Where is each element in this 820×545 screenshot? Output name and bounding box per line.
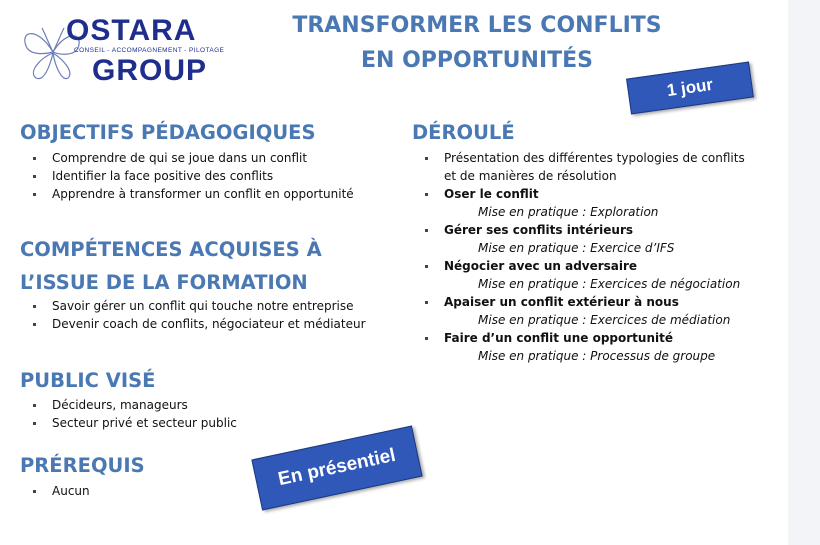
deroule-step-detail: Mise en pratique : Processus de groupe: [478, 349, 716, 363]
page-title: [262, 8, 692, 78]
list-item: Aucun: [20, 482, 90, 500]
deroule-step-title: Oser le conflit: [412, 185, 745, 203]
public-heading: PUBLIC VISÉ: [20, 369, 156, 392]
list-item: Apprendre à transformer un conflit en opportunité: [20, 185, 354, 203]
competences-heading-line2: L’ISSUE DE LA FORMATION: [20, 271, 308, 294]
deroule-intro: Présentation des différentes typologies de conflits: [412, 149, 745, 167]
list-item: Comprendre de qui se joue dans un conflit: [20, 149, 354, 167]
duration-badge: 1 jour: [626, 62, 754, 115]
objectifs-heading: OBJECTIFS PÉDAGOGIQUES: [20, 121, 316, 144]
prerequis-list: [20, 482, 90, 500]
deroule-step-detail: Mise en pratique : Exercice d’IFS: [478, 241, 675, 255]
prerequis-heading: PRÉREQUIS: [20, 454, 145, 477]
objectifs-list: [20, 149, 354, 203]
public-list: [20, 396, 237, 432]
deroule-step-title: Apaiser un conflit extérieur à nous: [412, 293, 745, 311]
deroule-step-title: Négocier avec un adversaire: [412, 257, 745, 275]
list-item: Secteur privé et secteur public: [20, 414, 237, 432]
company-logo: [18, 14, 238, 87]
logo-word-bottom: GROUP: [92, 54, 208, 87]
deroule-intro-continued: et de manières de résolution: [444, 169, 617, 183]
page-title-line2: EN OPPORTUNITÉS: [360, 48, 594, 73]
deroule-step-title: Faire d’un conflit une opportunité: [412, 329, 745, 347]
deroule-step-detail: Mise en pratique : Exercices de médiation: [478, 313, 731, 327]
list-item: Identifier la face positive des conflits: [20, 167, 354, 185]
competences-list: [20, 297, 366, 333]
deroule-step-detail: Mise en pratique : Exploration: [478, 205, 659, 219]
deroule-list: [412, 149, 745, 365]
format-badge: En présentiel: [251, 426, 422, 511]
list-item: Devenir coach de conflits, négociateur et médiateur: [20, 315, 366, 333]
logo-word-top: OSTARA: [66, 14, 197, 47]
page-title-line1: TRANSFORMER LES CONFLITS: [292, 13, 662, 38]
competences-heading-line1: COMPÉTENCES ACQUISES À: [20, 238, 322, 261]
list-item: Décideurs, manageurs: [20, 396, 237, 414]
page-edge: [788, 0, 820, 545]
deroule-heading: DÉROULÉ: [412, 121, 515, 144]
deroule-step-title: Gérer ses conflits intérieurs: [412, 221, 745, 239]
list-item: Savoir gérer un conflit qui touche notre entreprise: [20, 297, 366, 315]
deroule-step-detail: Mise en pratique : Exercices de négociation: [478, 277, 741, 291]
logo-tagline: CONSEIL - ACCOMPAGNEMENT - PILOTAGE: [74, 47, 225, 54]
